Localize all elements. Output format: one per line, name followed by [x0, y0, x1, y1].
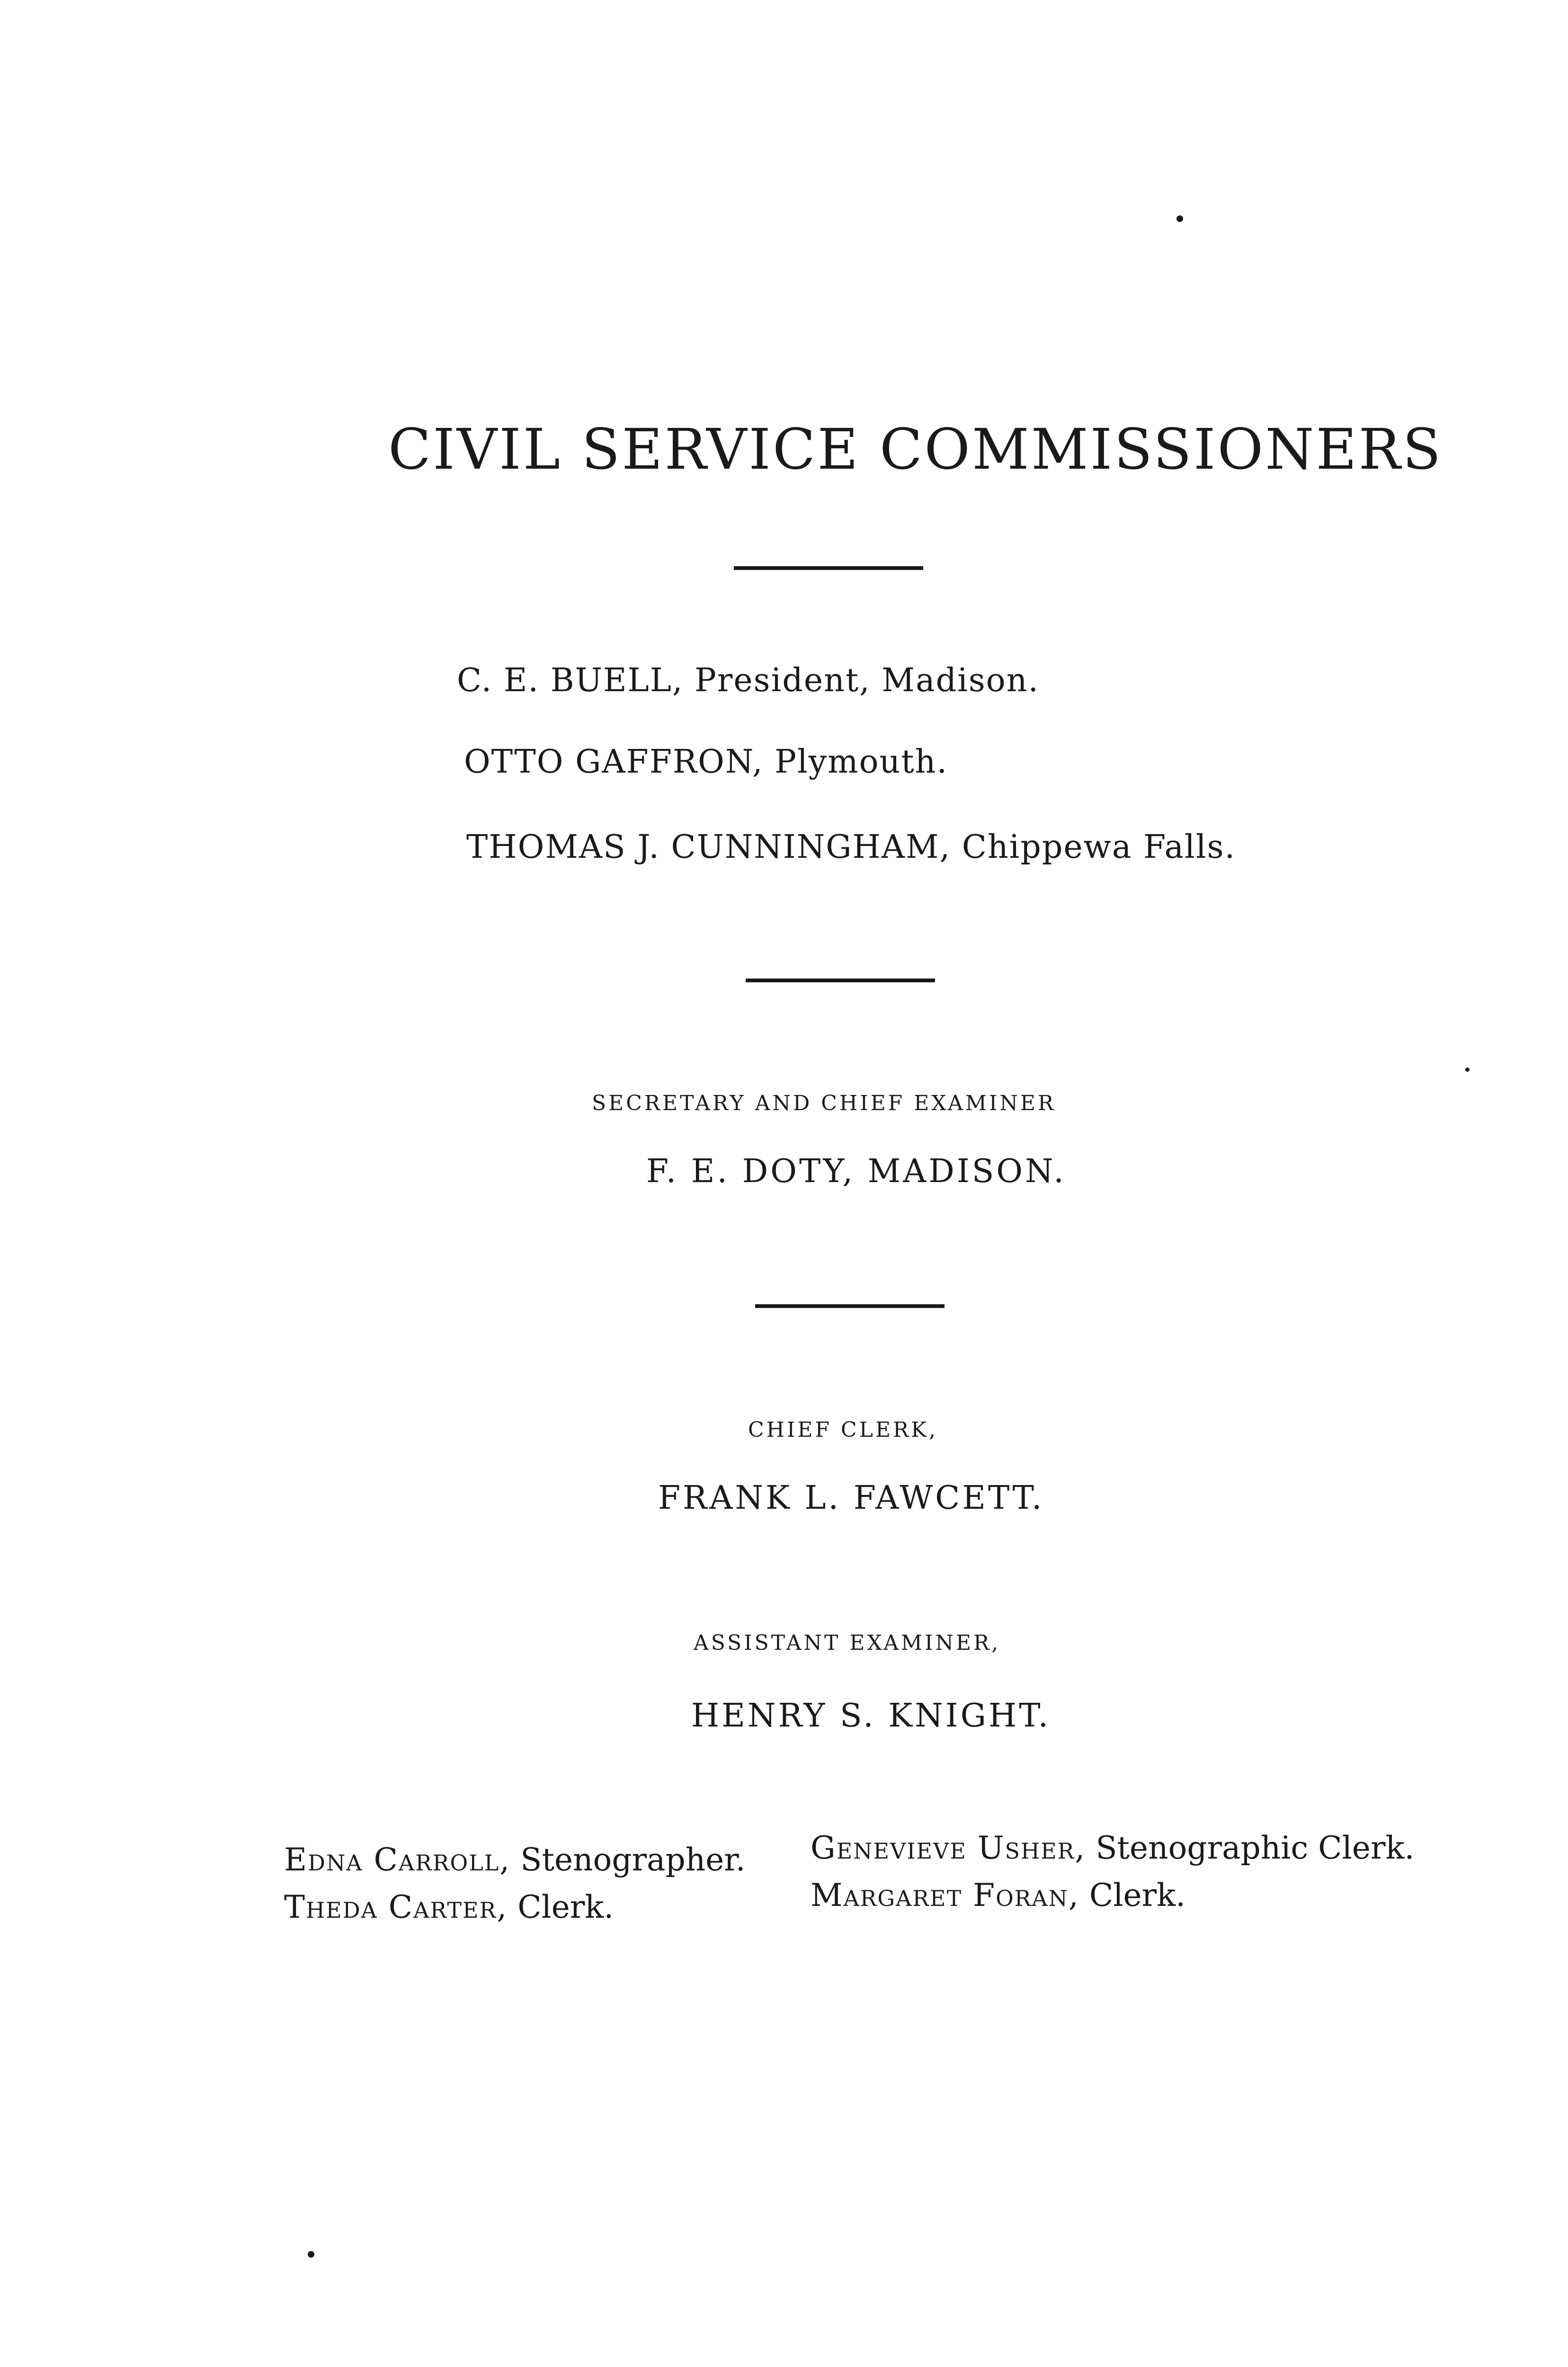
staff-entry [284, 1889, 614, 1925]
divider-rule [746, 979, 935, 982]
chief-clerk-heading: CHIEF CLERK, [748, 1418, 938, 1442]
print-speck [308, 2251, 314, 2258]
divider-rule [734, 566, 923, 570]
secretary-name: F. E. DOTY, MADISON. [646, 1153, 1066, 1190]
commissioner-line: C. E. BUELL, President, Madison. [457, 662, 1040, 699]
staff-name: Genevieve Usher, [811, 1830, 1086, 1866]
commissioner-line: OTTO GAFFRON, Plymouth. [464, 743, 948, 781]
commissioner-line: THOMAS J. CUNNINGHAM, Chippewa Falls. [466, 828, 1236, 866]
assistant-examiner-name: HENRY S. KNIGHT. [691, 1697, 1051, 1735]
print-speck [1176, 215, 1183, 222]
assistant-examiner-heading: ASSISTANT EXAMINER, [694, 1631, 1001, 1655]
staff-role: Clerk. [517, 1889, 614, 1925]
staff-role: Clerk. [1089, 1877, 1186, 1913]
staff-entry [811, 1830, 1415, 1866]
staff-entry [284, 1842, 746, 1878]
staff-role: Stenographer. [520, 1842, 746, 1878]
staff-entry [811, 1877, 1185, 1913]
divider-rule [755, 1304, 944, 1308]
secretary-heading: SECRETARY AND CHIEF EXAMINER [592, 1091, 1056, 1115]
chief-clerk-name: FRANK L. FAWCETT. [658, 1479, 1044, 1517]
staff-name: Margaret Foran, [811, 1877, 1079, 1913]
page-title: CIVIL SERVICE COMMISSIONERS [388, 417, 1443, 482]
staff-name: Edna Carroll, [284, 1842, 511, 1878]
staff-role: Stenographic Clerk. [1096, 1830, 1415, 1866]
print-speck [1465, 1068, 1470, 1072]
staff-name: Theda Carter, [284, 1889, 508, 1925]
